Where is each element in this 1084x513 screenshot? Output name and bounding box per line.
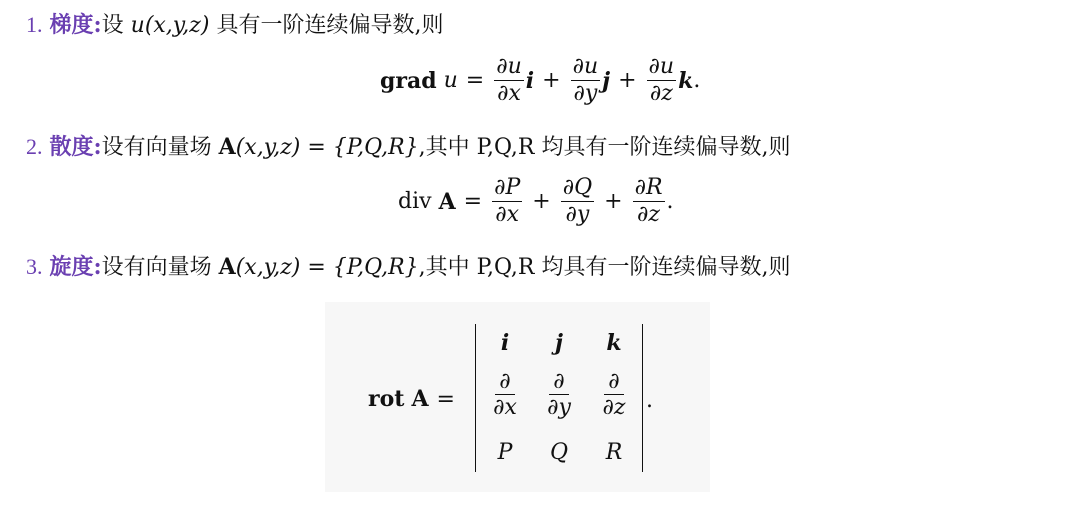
field-arguments: (x,y,z): [235, 255, 301, 280]
matrix-partial-x: ∂ ∂x: [493, 369, 517, 420]
curl-lhs: [368, 386, 463, 412]
statement-text: ,其中 P,Q,R 均具有一阶连续偏导数,则: [418, 135, 791, 160]
term-gradient: 梯度: [49, 12, 94, 38]
rot-variable: A: [411, 386, 429, 412]
partial-fraction: $\frac{\partial R}{\partial z}$: [634, 175, 663, 227]
rot-operator: rot: [368, 386, 405, 412]
plus-sign: +: [618, 68, 637, 93]
function-variable: u: [130, 13, 145, 38]
statement-text: 具有一阶连续偏导数,则: [209, 13, 444, 38]
field-components: = {P,Q,R}: [300, 255, 419, 280]
item-number: 1.: [26, 12, 43, 37]
unit-vector: i: [525, 67, 535, 94]
matrix-partial-z: ∂ ∂z: [602, 369, 626, 420]
term-curl: 旋度: [49, 254, 94, 280]
term-colon: :: [93, 254, 102, 280]
grad-operator: grad: [380, 67, 437, 94]
partial-fraction: $\frac{\partial Q}{\partial y}$: [562, 175, 593, 227]
plus-sign: +: [532, 189, 551, 214]
term-colon: :: [93, 12, 102, 38]
vector-field: A: [218, 254, 236, 280]
matrix-unit-i: i: [500, 330, 510, 356]
grad-variable: u: [443, 68, 458, 93]
statement-text: 设: [101, 13, 131, 38]
plus-sign: +: [542, 68, 561, 93]
div-operator: div: [398, 189, 432, 214]
item-number: 2.: [26, 134, 43, 159]
equals-sign: =: [436, 386, 455, 412]
matrix-component-q: Q: [549, 440, 569, 465]
field-arguments: (x,y,z): [235, 135, 301, 160]
matrix-component-r: R: [605, 440, 623, 465]
vector-field: A: [218, 134, 236, 160]
matrix-unit-k: k: [606, 330, 622, 356]
statement-text: ,其中 P,Q,R 均具有一阶连续偏导数,则: [418, 255, 791, 280]
item-2-statement: [26, 132, 790, 163]
term-colon: :: [93, 134, 102, 160]
item-number: 3.: [26, 254, 43, 279]
partial-fraction: $\frac{\partial u}{\partial y}$: [572, 54, 599, 106]
unit-vector: k: [678, 67, 694, 94]
item-3-statement: [26, 252, 790, 283]
equals-sign: =: [463, 189, 483, 214]
partial-fraction: $\frac{\partial u}{\partial z}$: [648, 54, 675, 106]
plus-sign: +: [604, 189, 623, 214]
matrix-partial-y: ∂ ∂y: [547, 369, 571, 420]
field-components: = {P,Q,R}: [300, 135, 419, 160]
period: .: [666, 189, 674, 214]
curl-determinant: [475, 324, 643, 472]
gradient-formula: [380, 55, 700, 106]
period: .: [693, 68, 701, 93]
matrix-unit-j: j: [555, 330, 563, 356]
equals-sign: =: [465, 68, 485, 93]
div-variable: A: [438, 188, 456, 215]
divergence-formula: [398, 176, 674, 227]
statement-text: 设有向量场: [101, 135, 219, 160]
term-divergence: 散度: [49, 134, 94, 160]
partial-fraction: $\frac{\partial u}{\partial x}$: [496, 54, 522, 106]
partial-fraction: $\frac{\partial P}{\partial x}$: [494, 175, 521, 227]
function-arguments: (x,y,z): [144, 13, 210, 38]
statement-text: 设有向量场: [101, 255, 219, 280]
unit-vector: j: [602, 67, 611, 94]
matrix-component-p: P: [497, 440, 513, 465]
item-1-statement: [26, 10, 443, 41]
period: .: [646, 388, 653, 413]
